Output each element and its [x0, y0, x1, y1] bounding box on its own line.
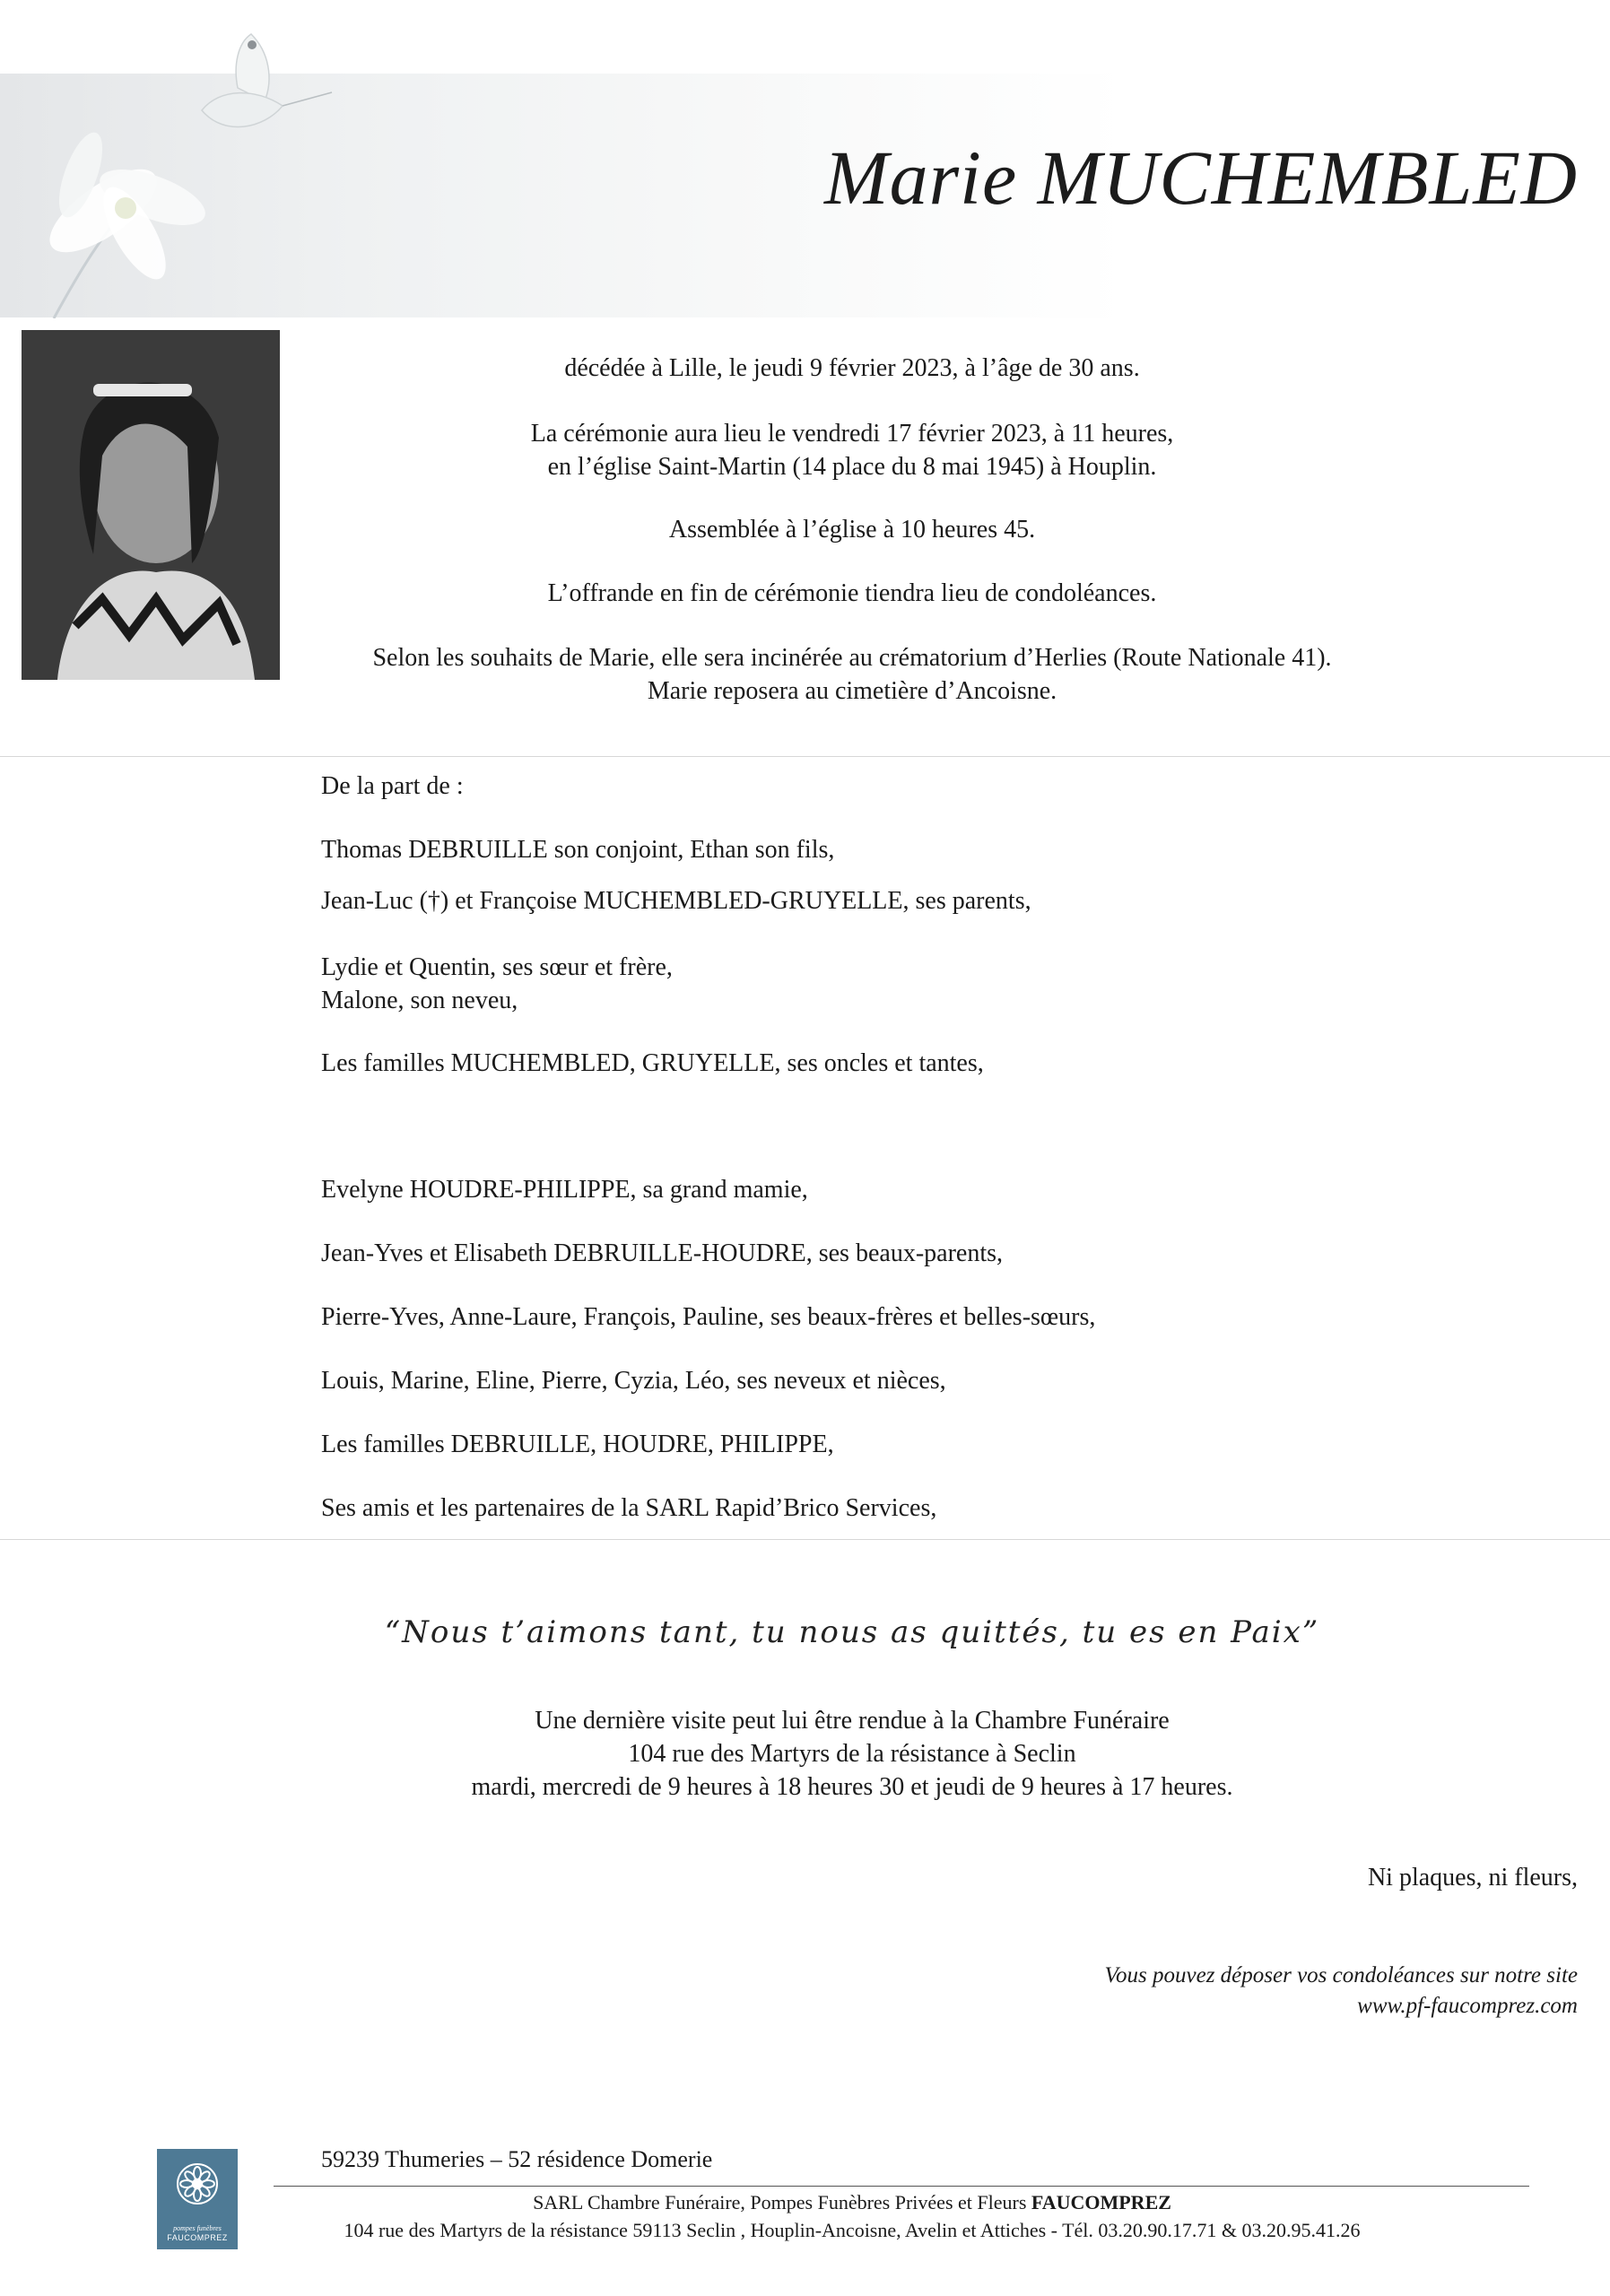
butterfly-decoration	[184, 25, 336, 160]
family-line: Malone, son neveu,	[321, 987, 518, 1014]
death-notice: décédée à Lille, le jeudi 9 février 2023, à l’âge de 30 ans.	[564, 354, 1140, 382]
no-flowers-note: Ni plaques, ni fleurs,	[1367, 1864, 1578, 1892]
section-divider	[0, 756, 1610, 757]
family-line: Ses amis et les partenaires de la SARL Rapid’Brico Services,	[321, 1494, 937, 1522]
cremation-line-2: Marie reposera au cimetière d’Ancoisne.	[647, 677, 1057, 705]
footer-company	[269, 2191, 1435, 2214]
memorial-quote: “Nous t’aimons tant, tu nous as quittés, tu es en Paix”	[384, 1614, 1320, 1650]
assembly-notice: Assemblée à l’église à 10 heures 45.	[668, 516, 1036, 544]
logo-name: FAUCOMPREZ	[167, 2233, 228, 2242]
company-description: SARL Chambre Funéraire, Pompes Funèbres Privées et Fleurs	[533, 2191, 1027, 2213]
family-line: Les familles DEBRUILLE, HOUDRE, PHILIPPE,	[321, 1431, 834, 1458]
footer-address: 59239 Thumeries – 52 résidence Domerie	[321, 2146, 713, 2172]
family-heading: De la part de :	[321, 772, 464, 800]
website-link[interactable]: www.pf-faucomprez.com	[1357, 1994, 1578, 2018]
section-divider	[0, 1539, 1610, 1540]
visit-line-3: mardi, mercredi de 9 heures à 18 heures 30 et jeudi de 9 heures à 17 heures.	[471, 1773, 1233, 1801]
ceremony-line-2: en l’église Saint-Martin (14 place du 8 mai 1945) à Houplin.	[547, 453, 1157, 481]
cremation-line-1: Selon les souhaits de Marie, elle sera incinérée au crématorium d’Herlies (Route Nationale 41).	[372, 644, 1332, 672]
logo-tagline: pompes funèbres	[173, 2224, 222, 2232]
family-line: Evelyne HOUDRE-PHILIPPE, sa grand mamie,	[321, 1176, 808, 1204]
company-name: FAUCOMPREZ	[1031, 2191, 1171, 2213]
family-line: Lydie et Quentin, ses sœur et frère,	[321, 953, 673, 981]
condolences-text: Vous pouvez déposer vos condoléances sur notre site	[1104, 1963, 1578, 1987]
visit-line-1: Une dernière visite peut lui être rendue à la Chambre Funéraire	[535, 1707, 1170, 1735]
family-line: Jean-Yves et Elisabeth DEBRUILLE-HOUDRE, ses beaux-parents,	[321, 1239, 1003, 1267]
portrait-photo	[22, 330, 280, 680]
visit-line-2: 104 rue des Martyrs de la résistance à Seclin	[628, 1740, 1076, 1768]
offering-notice: L’offrande en fin de cérémonie tiendra lieu de condoléances.	[547, 579, 1157, 607]
funeral-home-logo	[157, 2149, 238, 2249]
condolences-note	[1105, 1961, 1578, 2022]
flower-emblem-icon	[175, 2161, 220, 2206]
family-line: Thomas DEBRUILLE son conjoint, Ethan son fils,	[321, 836, 835, 864]
footer-contact: 104 rue des Martyrs de la résistance 59113 Seclin , Houplin-Ancoisne, Avelin et Attiches - Tél. 03.20.90.17.71 & 03.20.95.41.26	[344, 2219, 1361, 2241]
family-line: Jean-Luc (†) et Françoise MUCHEMBLED-GRUYELLE, ses parents,	[321, 887, 1031, 915]
ceremony-line-1: La cérémonie aura lieu le vendredi 17 février 2023, à 11 heures,	[530, 420, 1174, 448]
footer-divider	[274, 2186, 1529, 2187]
family-line: Louis, Marine, Eline, Pierre, Cyzia, Léo, ses neveux et nièces,	[321, 1367, 946, 1395]
family-line: Les familles MUCHEMBLED, GRUYELLE, ses oncles et tantes,	[321, 1049, 984, 1077]
deceased-name: Marie MUCHEMBLED	[823, 135, 1578, 221]
family-line: Pierre-Yves, Anne-Laure, François, Pauline, ses beaux-frères et belles-sœurs,	[321, 1303, 1096, 1331]
